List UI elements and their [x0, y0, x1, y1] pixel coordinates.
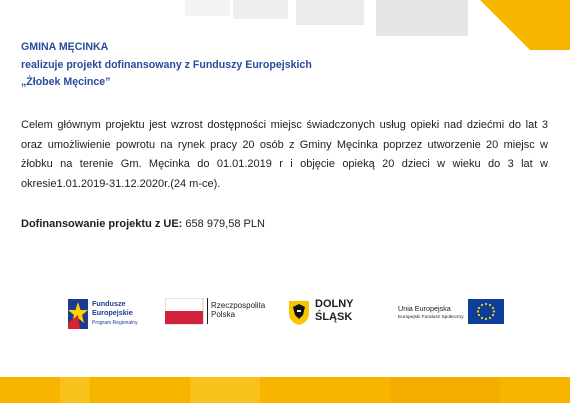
- logo-dolny-slask: [288, 292, 368, 332]
- project-name: „Żłobek Męcince”: [21, 76, 111, 88]
- rp-line2: Polska: [211, 310, 236, 319]
- ds-line1: DOLNY: [315, 298, 354, 310]
- logo-unia-europejska: [394, 292, 509, 332]
- logo-fundusze-europejskie: [66, 292, 156, 332]
- deco-block-3: [296, 0, 364, 25]
- fe-line1: Fundusze: [92, 299, 126, 308]
- deco-block-1: [185, 0, 230, 16]
- logo-strip: [0, 292, 570, 332]
- funding-amount: 658 979,58 PLN: [182, 218, 265, 230]
- project-description: Celem głównym projektu jest wzrost dostępności miejsc świadczonych usług opieki nad dziećmi do lat 3 oraz umożliwienie powrotu na rynek pracy 20 osób z Gminy Męcinka poprzez utworzenie 20 miejsc w żłobku na terenie Gm. Męcinka do 01.01.2019 r i objęcie opieką 20 dzieci w wieku do 3 lat w okresie1.01.2019-31.12.2020r.(24 m-ce).: [21, 119, 548, 190]
- logo-rzeczpospolita-polska: [165, 292, 275, 332]
- rp-divider: [207, 298, 208, 324]
- eagle-crest-icon: [288, 299, 310, 325]
- deco-accent: [480, 0, 570, 50]
- project-heading: [21, 39, 312, 92]
- funding-line: [21, 218, 265, 230]
- ue-line2: Europejski Fundusz Społeczny: [398, 315, 464, 320]
- polish-flag-icon: [165, 298, 205, 326]
- funding-label: Dofinansowanie projektu z UE:: [21, 218, 183, 230]
- fe-star-icon: [66, 295, 90, 331]
- rp-line1: Rzeczpospolita: [211, 301, 266, 310]
- eu-flag-icon: [468, 299, 504, 325]
- footer-decoration: [0, 377, 570, 403]
- deco-block-4: [376, 0, 468, 36]
- deco-block-2: [233, 0, 288, 19]
- project-subtitle: realizuje projekt dofinansowany z Funduszy Europejskich: [21, 58, 312, 71]
- ds-line2: ŚLĄSK: [315, 311, 353, 323]
- ue-line1: Unia Europejska: [398, 304, 451, 313]
- org-name: GMINA MĘCINKA: [21, 41, 109, 53]
- fe-line3: Program Regionalny: [92, 320, 138, 326]
- fe-line2: Europejskie: [92, 308, 133, 317]
